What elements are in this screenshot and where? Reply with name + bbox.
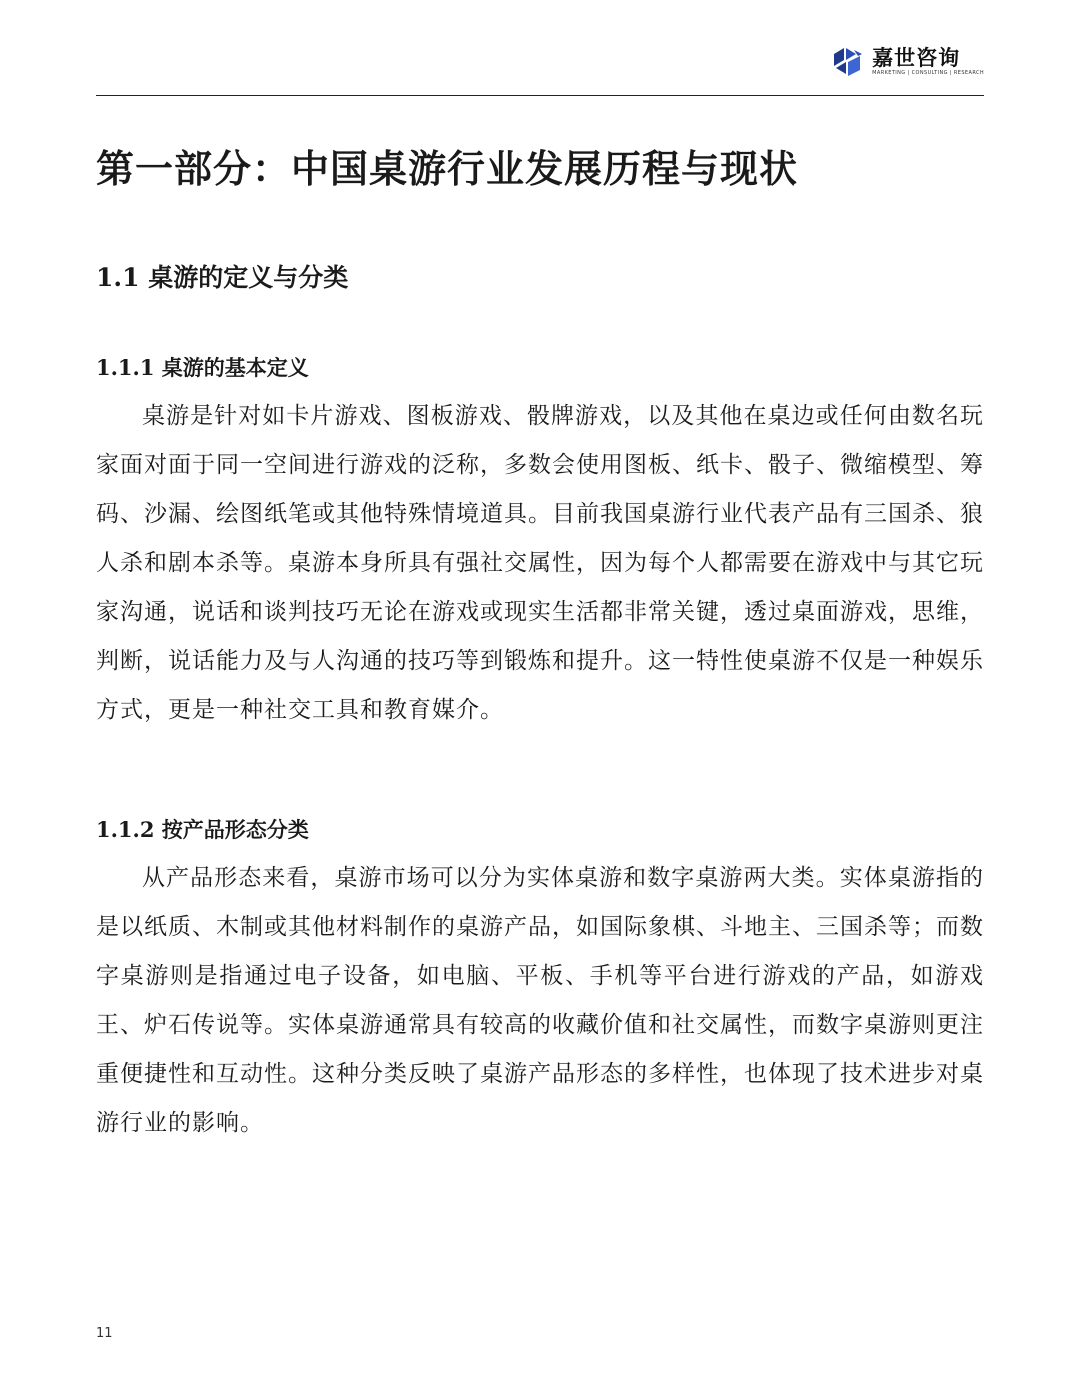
- page-header: [96, 40, 984, 96]
- part-title: 第一部分：中国桌游行业发展历程与现状: [96, 146, 799, 191]
- logo-name: 嘉世咨询: [872, 46, 961, 70]
- subsection-heading-product-form: 1.1.2 按产品形态分类: [96, 817, 309, 842]
- paragraph-product-form: 从产品形态来看，桌游市场可以分为实体桌游和数字桌游两大类。实体桌游指的是以纸质、木制或其他材料制作的桌游产品，如国际象棋、斗地主、三国杀等；而数字桌游则是指通过电子设备，如电脑、平板、手机等平台进行游戏的产品，如游戏王、炉石传说等。实体桌游通常具有较高的收藏价值和社交属性，而数字桌游则更注重便捷性和互动性。这种分类反映了桌游产品形态的多样性，也体现了技术进步对桌游行业的影响。: [96, 865, 984, 1136]
- paragraph-basic-definition: 桌游是针对如卡片游戏、图板游戏、骰牌游戏，以及其他在桌边或任何由数名玩家面对面于同一空间进行游戏的泛称，多数会使用图板、纸卡、骰子、微缩模型、筹码、沙漏、绘图纸笔或其他特殊情境道具。目前我国桌游行业代表产品有三国杀、狼人杀和剧本杀等。桌游本身所具有强社交属性，因为每个人都需要在游戏中与其它玩家沟通，说话和谈判技巧无论在游戏或现实生活都非常关键，透过桌面游戏，思维，判断，说话能力及与人沟通的技巧等到锻炼和提升。这一特性使桌游不仅是一种娱乐方式，更是一种社交工具和教育媒介。: [96, 403, 984, 723]
- company-logo: [830, 44, 984, 78]
- subsection-heading-basic-definition: 1.1.1 桌游的基本定义: [96, 355, 309, 380]
- logo-tagline: MARKETING | CONSULTING | RESEARCH: [872, 70, 984, 76]
- header-divider: [96, 95, 984, 96]
- section-heading: 1.1 桌游的定义与分类: [96, 263, 349, 292]
- jiashi-logo-icon: [830, 44, 864, 78]
- page-number: 11: [96, 1326, 113, 1341]
